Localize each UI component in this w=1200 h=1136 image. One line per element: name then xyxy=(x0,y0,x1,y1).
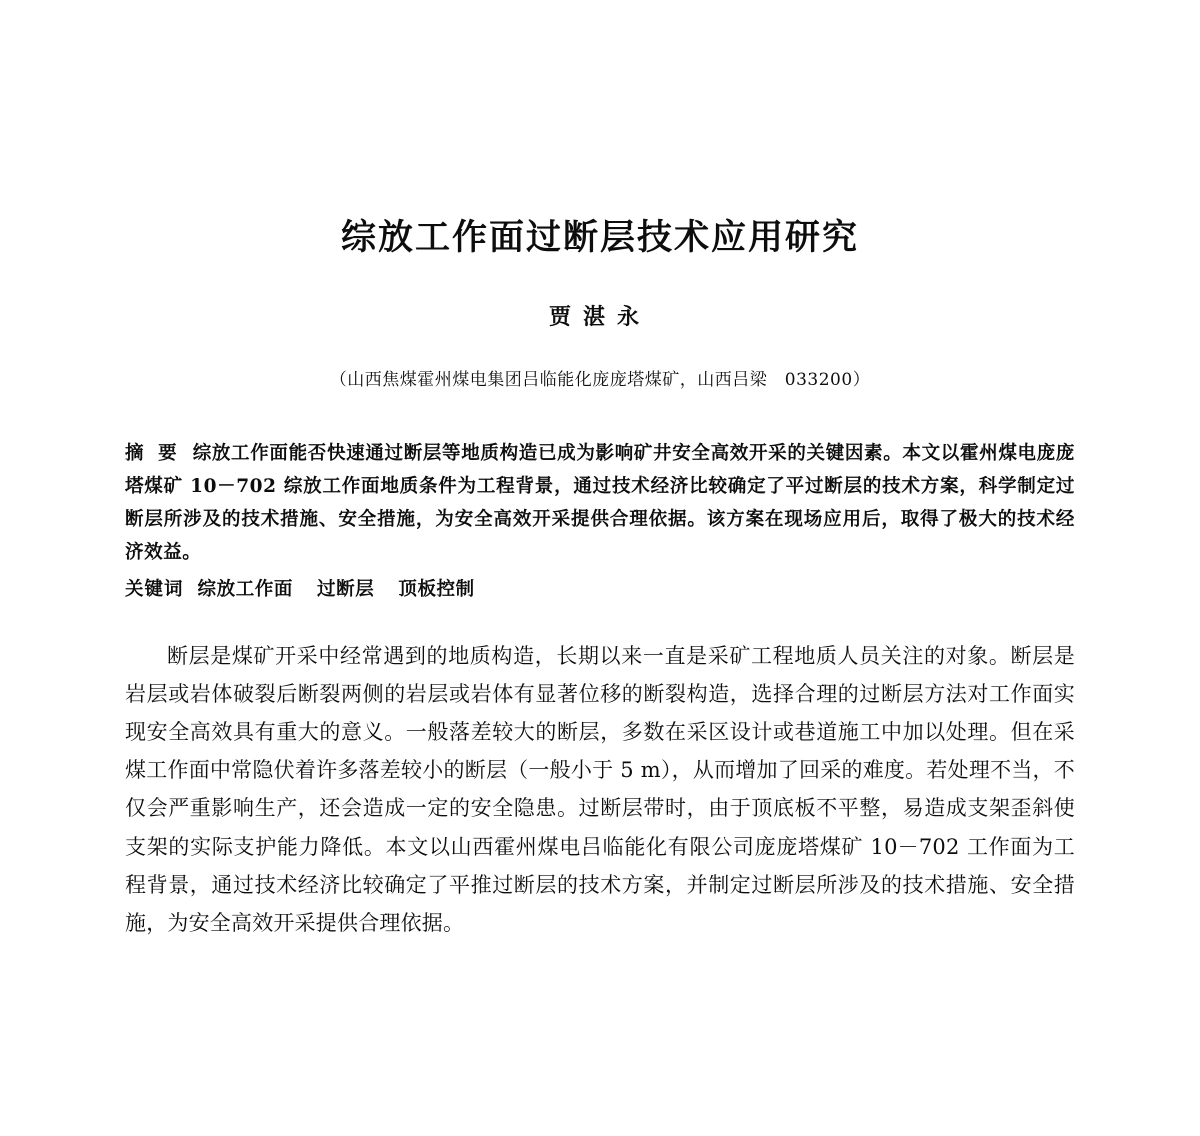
keywords-section xyxy=(125,574,1075,607)
abstract-label: 摘 要 xyxy=(125,443,181,464)
author-affiliation: （山西焦煤霍州煤电集团吕临能化庞庞塔煤矿，山西吕梁 033200） xyxy=(329,370,871,390)
keyword-item: 过断层 xyxy=(317,578,375,600)
body-paragraph-1: 断层是煤矿开采中经常遇到的地质构造，长期以来一直是采矿工程地质人员关注的对象。断层是岩层或岩体破裂后断裂两侧的岩层或岩体有显著位移的断裂构造，选择合理的过断层方法对工作面实现安全高效具有重大的意义。一般落差较大的断层，多数在采区设计或巷道施工中加以处理。但在采煤工作面中常隐伏着许多落差较小的断层（一般小于 5 m），从而增加了回采的难度。若处理不当，不仅会严重影响生产，还会造成一定的安全隐患。过断层带时，由于顶底板不平整，易造成支架歪斜使支架的实际支护能力降低。本文以山西霍州煤电吕临能化有限公司庞庞塔煤矿 10－702 工作面为工程背景，通过技术经济比较确定了平推过断层的技术方案，并制定过断层所涉及的技术措施、安全措施，为安全高效开采提供合理依据。 xyxy=(125,643,1075,936)
keywords-label: 关键词 xyxy=(125,578,184,600)
keyword-item: 顶板控制 xyxy=(398,578,475,600)
keywords-list xyxy=(198,579,499,600)
page-title: 综放工作面过断层技术应用研究 xyxy=(340,217,859,258)
keyword-item: 综放工作面 xyxy=(197,578,294,600)
author-list: 贾湛永 xyxy=(548,304,651,330)
abstract-text: 综放工作面能否快速通过断层等地质构造已成为影响矿井安全高效开采的关键因素。本文以霍州煤电庞庞塔煤矿 10－702 综放工作面地质条件为工程背景，通过技术经济比较确定了平过断层的技术方案，科学制定过断层所涉及的技术措施、安全措施，为安全高效开采提供合理依据。该方案在现场应用后，取得了极大的技术经济效益。 xyxy=(125,443,1075,563)
abstract-section xyxy=(125,438,1075,570)
paper-page xyxy=(0,210,1200,1136)
